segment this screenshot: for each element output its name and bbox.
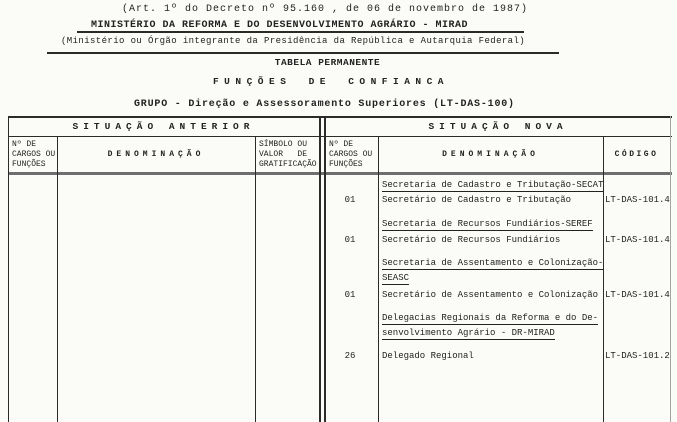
entry-denominacao: Secretário de Recursos Fundiários <box>382 235 561 245</box>
org-header-text: Secretaria de Recursos Fundiários-SEREF <box>382 219 593 229</box>
center-double-line-b <box>324 116 326 422</box>
table-border-right <box>670 116 671 422</box>
org-header-text: senvolvimento Agrário - DR-MIRAD <box>382 328 555 338</box>
org-header-row <box>382 313 598 324</box>
entry-codigo: LT-DAS-101.4 <box>605 195 670 205</box>
num-line3: FUNÇÕES <box>329 160 363 169</box>
org-underline <box>47 52 559 54</box>
entry-num-cargos: 01 <box>344 235 356 245</box>
entry-codigo: LT-DAS-101.4 <box>605 235 670 245</box>
document-title: TABELA PERMANENTE <box>274 57 381 68</box>
permanent-table <box>8 116 672 422</box>
entry-denominacao: Secretário de Assentamento e Colonização <box>382 290 599 300</box>
simbolo-line1: SÍMBOLO OU <box>259 140 308 149</box>
column-header-num-cargos-left <box>12 140 55 170</box>
ministry-underline <box>77 31 524 33</box>
group-heading: GRUPO - Direção e Assessoramento Superiores (LT-DAS-100) <box>134 99 515 110</box>
divider-denominacao-simbolo <box>255 137 256 422</box>
table-border-left <box>8 116 9 422</box>
simbolo-line2: VALOR DE <box>259 150 308 159</box>
org-header-text: Delegacias Regionais da Reforma e do De- <box>382 313 599 323</box>
org-header-text: Secretaria de Assentamento e Colonização- <box>382 258 604 268</box>
entry-num-cargos: 01 <box>344 290 356 300</box>
entry-denominacao: Delegado Regional <box>382 351 474 361</box>
column-header-num-cargos-right <box>329 140 372 170</box>
entry-num-cargos: 01 <box>344 195 356 205</box>
simbolo-line3: GRATIFICAÇÃO <box>259 160 317 169</box>
num-line2: CARGOS OU <box>12 150 56 159</box>
table-border-top <box>8 116 672 118</box>
divider-num-denominacao-left <box>57 137 58 422</box>
decree-reference-line: (Art. 1º do Decreto nº 95.160 , de 06 de novembro de 1987) <box>122 4 529 15</box>
org-header-row <box>382 219 593 230</box>
org-header-row <box>382 258 603 269</box>
center-double-line-a <box>319 116 321 422</box>
column-header-denominacao-right: DENOMINAÇÃO <box>442 150 539 159</box>
entry-codigo: LT-DAS-101.4 <box>605 290 670 300</box>
column-header-codigo: CÓDIGO <box>614 150 659 159</box>
org-header-row <box>382 273 409 284</box>
org-header-row <box>382 180 603 191</box>
column-header-denominacao-left: DENOMINAÇÃO <box>107 150 205 159</box>
ministry-name-line: MINISTÉRIO DA REFORMA E DO DESENVOLVIMENTO AGRÁRIO - MIRAD <box>91 20 469 31</box>
org-header-text: Secretaria de Cadastro e Tributação-SECAT <box>382 180 604 190</box>
org-description-line: (Ministério ou Órgão integrante da Presidência da República e Autarquia Federal) <box>61 36 526 46</box>
org-header-row <box>382 328 555 339</box>
section-header-situacao-nova: SITUAÇÃO NOVA <box>428 121 568 132</box>
entry-num-cargos: 26 <box>344 351 356 361</box>
num-line1: Nº DE <box>12 140 37 149</box>
entry-denominacao: Secretário de Cadastro e Tributação <box>382 195 572 205</box>
document-subtitle: FUNÇÕES DE CONFIANCA <box>212 76 450 87</box>
num-line3: FUNÇÕES <box>12 160 46 169</box>
divider-num-denominacao-right <box>378 137 379 422</box>
column-header-divider <box>8 172 672 175</box>
column-header-simbolo <box>259 140 317 170</box>
section-header-divider <box>8 136 672 137</box>
org-header-text: SEASC <box>382 273 410 283</box>
section-header-situacao-anterior: SITUAÇÃO ANTERIOR <box>72 121 255 132</box>
num-line1: Nº DE <box>329 140 354 149</box>
num-line2: CARGOS OU <box>329 150 373 159</box>
entry-codigo: LT-DAS-101.2 <box>605 351 670 361</box>
